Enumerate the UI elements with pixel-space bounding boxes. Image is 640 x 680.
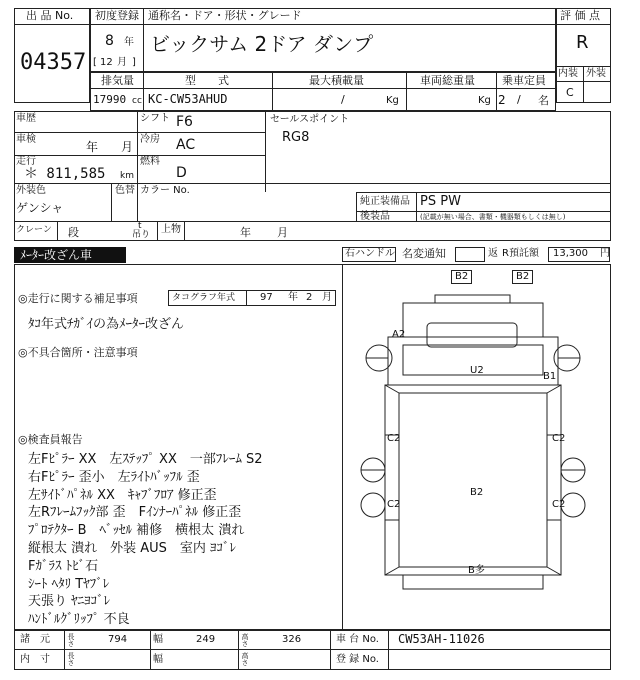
damage-label-c2-left-top: C2: [387, 433, 401, 444]
inspector-line: ﾌﾟﾛﾃｸﾀｰ B ﾍﾞｯｾﾙ 補修 横根太 潰れ: [28, 523, 245, 539]
capacity-label: 乗車定員: [502, 74, 546, 87]
tacho-month: 2: [306, 292, 313, 303]
first-reg-month-close: ]: [132, 57, 136, 68]
inspection-month-unit: 月: [121, 140, 134, 154]
damage-label-a2: A2: [392, 329, 406, 340]
length-value: 794: [108, 634, 128, 645]
inspection-label: 車検: [16, 134, 36, 145]
lot-label: 出 品 No.: [26, 9, 74, 22]
mileage-value: ＊ 811,585: [24, 166, 106, 182]
ac-value: AC: [176, 137, 196, 153]
month-unit: 月: [117, 57, 127, 68]
inspector-line: 左Rﾌﾚｰﾑﾌｯｸ部 歪 Fｲﾝﾅｰﾊﾟﾈﾙ 修正歪: [28, 505, 242, 521]
shift-label: シフト: [140, 113, 170, 124]
model-label: 型 式: [185, 74, 229, 87]
kg-unit-1: Kg: [386, 95, 399, 106]
width-value: 249: [196, 634, 216, 645]
crane-label: クレーン: [16, 225, 52, 235]
inspector-line: 右Fﾋﾟﾗｰ 歪小 左ﾗｲﾄﾊﾞｯﾌﾙ 歪: [28, 469, 200, 485]
model-value: KC-CW53AHUD: [148, 92, 228, 106]
interior-label: 内装: [558, 68, 578, 79]
defects-label: ◎不具合箇所・注意事項: [18, 346, 138, 359]
chassis-label: 車 台 No.: [336, 634, 379, 645]
ac-label: 冷房: [140, 134, 160, 145]
footer-box: [14, 630, 611, 670]
damage-label-b2-bed: B2: [470, 487, 484, 498]
sales-point-value: RG8: [282, 130, 310, 145]
inspector-line: 左Fﾋﾟﾗｰ XX 左ｽﾃｯﾌﾟ XX 一部ﾌﾚｰﾑ S2: [28, 452, 263, 467]
capacity-unit: 名: [538, 94, 549, 107]
fuel-value: D: [176, 165, 187, 181]
aftermarket-label: 後装品: [360, 211, 390, 222]
tacho-year: 97: [260, 292, 273, 303]
meter-tampered-banner: ﾒｰﾀｰ改ざん車: [14, 247, 126, 263]
color-no-label: カラー No.: [140, 185, 190, 196]
tacho-label: タコグラフ年式: [172, 293, 236, 303]
inspector-line: ﾊﾝﾄﾞﾙｸﾞﾘｯﾌﾟ 不良: [28, 612, 130, 628]
inspector-line: 左ｻｲﾄﾞﾊﾟﾈﾙ XX ｷｬﾌﾞﾌﾛｱ 修正歪: [28, 487, 217, 503]
inspector-label: ◎検査員報告: [18, 433, 83, 446]
year-unit: 年: [124, 37, 134, 48]
equipment-value: PS PW: [420, 194, 461, 209]
upper-month: 月: [277, 226, 288, 239]
first-reg-month: 12: [100, 57, 113, 68]
right-handle: 右ハンドル: [345, 248, 395, 259]
damage-label-b2-right: B2: [512, 270, 533, 284]
first-reg-month-open: [: [93, 57, 97, 68]
r-tax-label: R預託額: [502, 248, 539, 259]
damage-label-u2: U2: [470, 365, 484, 376]
width-label: 幅: [153, 634, 163, 645]
upper-year: 年: [240, 226, 251, 239]
gross-weight-label: 車両総重量: [420, 74, 475, 87]
exterior-label: 外装: [586, 68, 606, 79]
cc-unit: cc: [132, 96, 142, 106]
interior-dims-label: 内 寸: [20, 654, 50, 665]
interior-grade: C: [566, 86, 574, 99]
car-name: ビックサム 2ドア ダンプ: [150, 32, 374, 56]
inspection-year-unit: 年: [86, 140, 99, 154]
r-tax-value: 13,300: [553, 248, 588, 259]
return-label: 返: [488, 248, 498, 259]
registration-label: 登 録 No.: [336, 654, 379, 665]
supplement-text: ﾀｺ年式ﾁｶﾞｲの為ﾒｰﾀｰ改ざん: [28, 317, 185, 332]
interior-width-label: 幅: [153, 654, 163, 665]
fuel-label: 燃料: [140, 156, 160, 167]
displacement-label: 排気量: [101, 74, 134, 87]
inspector-line: 縦根太 潰れ 外装 AUS 室内 ﾖｺﾞﾚ: [28, 540, 237, 556]
crane-t: t: [138, 221, 142, 231]
crane-tsuri: 吊り: [132, 230, 151, 240]
history-label: 車歴: [16, 113, 36, 124]
damage-label-b2-left: B2: [451, 270, 472, 284]
equipment-label: 純正装備品: [360, 196, 410, 207]
max-load-label: 最大積載量: [309, 74, 364, 87]
aftermarket-note: (記載が無い場合、書類・機器類もしくは無し): [420, 213, 566, 221]
interior-length-label: 長さ: [67, 652, 75, 666]
color-value: ゲンシャ: [16, 201, 64, 215]
color-change-label: 色替: [115, 185, 135, 196]
inspector-line: ｼｰﾄ ﾍﾀﾘ Tﾔﾌﾞﾚ: [28, 576, 110, 592]
damage-label-c2-left-bottom: C2: [387, 499, 401, 510]
height-label: 高さ: [241, 633, 249, 647]
damage-label-c2-right-bottom: C2: [552, 499, 566, 510]
damage-label-b-many: B多: [468, 565, 485, 576]
kg-unit-2: Kg: [478, 95, 491, 106]
tacho-year-unit: 年: [288, 292, 298, 303]
length-label: 長さ: [67, 633, 75, 647]
displacement-value: 17990: [93, 93, 127, 106]
upper-label: 上物: [161, 224, 181, 235]
inspector-lines: [28, 448, 263, 626]
shift-value: F6: [176, 114, 193, 130]
height-value: 326: [282, 634, 302, 645]
max-load-value: /: [341, 93, 345, 106]
name-change-box: [455, 247, 485, 262]
first-reg-year: 8: [105, 33, 114, 49]
yen-unit: 円: [600, 248, 610, 259]
grade-label: 評 価 点: [560, 9, 600, 22]
supplement-label: ◎走行に関する補足事項: [18, 292, 138, 305]
crane-dan: 段: [68, 226, 79, 239]
capacity-value: 2: [498, 93, 506, 107]
sales-point-label: セールスポイント: [270, 114, 350, 125]
inspector-line: 天張り ﾔﾆﾖｺﾞﾚ: [28, 594, 111, 610]
tacho-month-unit: 月: [322, 292, 332, 303]
name-label: 通称名・ドア・形状・グレード: [148, 9, 302, 22]
lot-number: 04357: [20, 50, 87, 75]
inspector-line: Fｶﾞﾗｽ ﾄﾋﾞ石: [28, 558, 99, 574]
dims-label: 諸 元: [20, 634, 50, 645]
mileage-label: 走行: [16, 156, 36, 167]
color-label: 外装色: [16, 185, 46, 196]
name-change-label: 名変通知: [402, 247, 446, 260]
damage-label-c2-right-top: C2: [552, 433, 566, 444]
interior-height-label: 高さ: [241, 652, 249, 666]
capacity-slash: /: [517, 93, 521, 106]
grade-value: R: [576, 32, 589, 53]
damage-label-b1: B1: [543, 371, 557, 382]
first-reg-label: 初度登録: [95, 9, 139, 22]
chassis-value: CW53AH-11026: [398, 632, 485, 646]
mileage-unit: km: [120, 171, 134, 181]
